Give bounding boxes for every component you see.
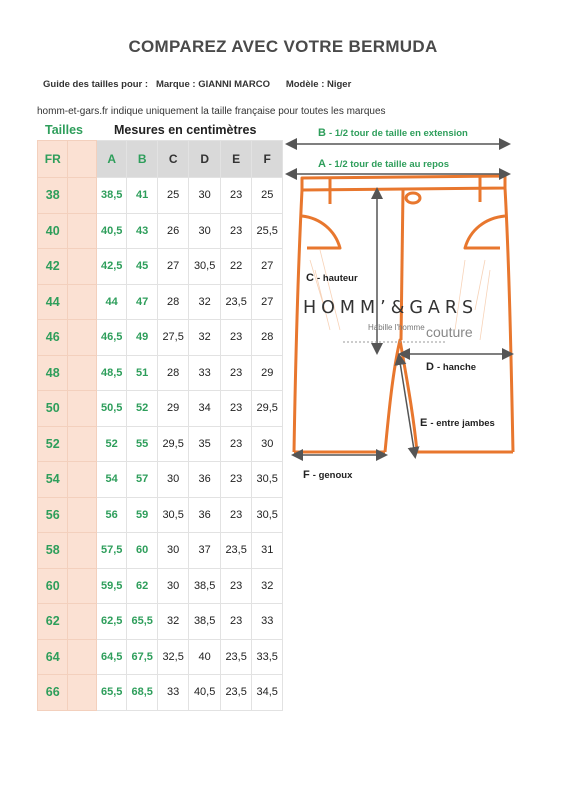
spacer-cell [68, 284, 96, 320]
brand-logo-text: HOMM’&GARS [303, 298, 479, 318]
measure-E-cell: 22 [220, 249, 252, 285]
measure-A-cell: 57,5 [96, 533, 126, 569]
size-fr-cell: 48 [38, 355, 68, 391]
size-guide-line [43, 79, 351, 90]
table-row [38, 213, 283, 249]
size-fr-cell: 42 [38, 249, 68, 285]
measure-D-cell: 37 [189, 533, 221, 569]
table-row [38, 284, 283, 320]
measure-F-cell: 30,5 [252, 497, 283, 533]
measure-E-cell: 23 [220, 213, 252, 249]
measure-A-cell: 46,5 [96, 320, 126, 356]
measure-C-cell: 32,5 [157, 639, 189, 675]
size-fr-cell: 56 [38, 497, 68, 533]
spacer-cell [68, 320, 96, 356]
measure-E-cell: 23 [220, 497, 252, 533]
measure-D-cell: 35 [189, 426, 221, 462]
measure-D-cell: 40,5 [189, 675, 221, 711]
measure-E-cell: 23 [220, 391, 252, 427]
guide-label: Guide des tailles pour : [43, 79, 149, 90]
measure-A-cell: 54 [96, 462, 126, 498]
table-row [38, 675, 283, 711]
label-F: F - genoux [303, 469, 353, 481]
measure-C-cell: 26 [157, 213, 189, 249]
measure-E-cell: 23 [220, 568, 252, 604]
measure-F-cell: 25 [252, 178, 283, 214]
measure-B-cell: 68,5 [127, 675, 157, 711]
table-row [38, 426, 283, 462]
measure-B-cell: 45 [127, 249, 157, 285]
spacer-cell [68, 213, 96, 249]
measure-E-cell: 23 [220, 355, 252, 391]
measure-E-cell: 23 [220, 320, 252, 356]
measure-E-cell: 23 [220, 178, 252, 214]
label-D: D - hanche [426, 361, 477, 373]
size-fr-cell: 66 [38, 675, 68, 711]
column-header: FR [38, 141, 68, 178]
measure-F-cell: 27 [252, 284, 283, 320]
spacer-cell [68, 675, 96, 711]
measure-A-cell: 59,5 [96, 568, 126, 604]
measure-B-cell: 67,5 [127, 639, 157, 675]
measure-A-cell: 52 [96, 426, 126, 462]
tailles-heading: Tailles [45, 123, 83, 137]
measure-F-cell: 30,5 [252, 462, 283, 498]
table-row [38, 462, 283, 498]
size-fr-cell: 54 [38, 462, 68, 498]
measure-B-cell: 60 [127, 533, 157, 569]
spacer-cell [68, 249, 96, 285]
measure-C-cell: 30,5 [157, 497, 189, 533]
measure-B-cell: 59 [127, 497, 157, 533]
measure-D-cell: 32 [189, 320, 221, 356]
column-header: F [252, 141, 283, 178]
measure-A-cell: 40,5 [96, 213, 126, 249]
measure-C-cell: 29,5 [157, 426, 189, 462]
measure-F-cell: 25,5 [252, 213, 283, 249]
measure-D-cell: 36 [189, 497, 221, 533]
label-A: A - 1/2 tour de taille au repos [318, 158, 449, 170]
measure-F-cell: 27 [252, 249, 283, 285]
brand-couture: couture [426, 324, 473, 340]
table-header-row [38, 141, 283, 178]
column-header [68, 141, 96, 178]
measure-D-cell: 30,5 [189, 249, 221, 285]
measure-F-cell: 32 [252, 568, 283, 604]
measure-F-cell: 33 [252, 604, 283, 640]
measure-B-cell: 65,5 [127, 604, 157, 640]
measure-C-cell: 29 [157, 391, 189, 427]
measure-C-cell: 25 [157, 178, 189, 214]
measure-F-cell: 30 [252, 426, 283, 462]
measure-B-cell: 43 [127, 213, 157, 249]
spacer-cell [68, 604, 96, 640]
measure-B-cell: 47 [127, 284, 157, 320]
measure-F-cell: 29,5 [252, 391, 283, 427]
measure-D-cell: 34 [189, 391, 221, 427]
size-fr-cell: 46 [38, 320, 68, 356]
measure-E-cell: 23,5 [220, 639, 252, 675]
spacer-cell [68, 178, 96, 214]
column-header: D [189, 141, 221, 178]
size-fr-cell: 50 [38, 391, 68, 427]
size-fr-cell: 60 [38, 568, 68, 604]
size-note: homm-et-gars.fr indique uniquement la taille française pour toutes les marques [37, 106, 386, 117]
measure-E-cell: 23,5 [220, 675, 252, 711]
measure-C-cell: 30 [157, 568, 189, 604]
arrow-E [399, 356, 415, 456]
size-fr-cell: 38 [38, 178, 68, 214]
table-row [38, 604, 283, 640]
measure-B-cell: 62 [127, 568, 157, 604]
measure-C-cell: 28 [157, 355, 189, 391]
measure-C-cell: 32 [157, 604, 189, 640]
column-header: B [127, 141, 157, 178]
measure-A-cell: 64,5 [96, 639, 126, 675]
measure-C-cell: 30 [157, 533, 189, 569]
measure-C-cell: 27 [157, 249, 189, 285]
table-row [38, 320, 283, 356]
table-row [38, 178, 283, 214]
table-row [38, 533, 283, 569]
column-header: A [96, 141, 126, 178]
measure-D-cell: 38,5 [189, 568, 221, 604]
measure-D-cell: 30 [189, 213, 221, 249]
spacer-cell [68, 568, 96, 604]
measure-A-cell: 65,5 [96, 675, 126, 711]
measure-F-cell: 28 [252, 320, 283, 356]
spacer-cell [68, 639, 96, 675]
size-fr-cell: 40 [38, 213, 68, 249]
table-row [38, 391, 283, 427]
measure-C-cell: 33 [157, 675, 189, 711]
size-fr-cell: 52 [38, 426, 68, 462]
spacer-cell [68, 462, 96, 498]
measure-F-cell: 29 [252, 355, 283, 391]
size-fr-cell: 44 [38, 284, 68, 320]
measure-D-cell: 33 [189, 355, 221, 391]
brand-tagline: Habille l'homme [368, 323, 425, 332]
measure-A-cell: 56 [96, 497, 126, 533]
model-label: Modèle : Niger [285, 79, 352, 90]
spacer-cell [68, 426, 96, 462]
measure-C-cell: 30 [157, 462, 189, 498]
measure-A-cell: 42,5 [96, 249, 126, 285]
label-E: E - entre jambes [420, 417, 495, 429]
measure-B-cell: 57 [127, 462, 157, 498]
measure-D-cell: 32 [189, 284, 221, 320]
measure-B-cell: 49 [127, 320, 157, 356]
measure-E-cell: 23 [220, 462, 252, 498]
measure-B-cell: 52 [127, 391, 157, 427]
size-fr-cell: 64 [38, 639, 68, 675]
label-C: C - hauteur [306, 272, 358, 284]
measure-C-cell: 27,5 [157, 320, 189, 356]
measure-F-cell: 31 [252, 533, 283, 569]
measure-D-cell: 36 [189, 462, 221, 498]
mesures-heading: Mesures en centimètres [114, 123, 257, 137]
column-header: E [220, 141, 252, 178]
measure-D-cell: 30 [189, 178, 221, 214]
table-row [38, 497, 283, 533]
measure-E-cell: 23 [220, 604, 252, 640]
spacer-cell [68, 355, 96, 391]
table-row [38, 568, 283, 604]
table-row [38, 355, 283, 391]
measure-E-cell: 23 [220, 426, 252, 462]
measure-D-cell: 38,5 [189, 604, 221, 640]
table-row [38, 249, 283, 285]
measure-C-cell: 28 [157, 284, 189, 320]
label-B: B - 1/2 tour de taille en extension [318, 127, 468, 139]
size-table [37, 140, 283, 711]
measure-B-cell: 51 [127, 355, 157, 391]
table-row [38, 639, 283, 675]
spacer-cell [68, 533, 96, 569]
page-title: COMPAREZ AVEC VOTRE BERMUDA [128, 37, 438, 56]
measure-A-cell: 50,5 [96, 391, 126, 427]
size-fr-cell: 58 [38, 533, 68, 569]
column-header: C [157, 141, 189, 178]
measure-A-cell: 48,5 [96, 355, 126, 391]
brand-label: Marque : GIANNI MARCO [155, 79, 270, 90]
spacer-cell [68, 497, 96, 533]
measure-A-cell: 62,5 [96, 604, 126, 640]
spacer-cell [68, 391, 96, 427]
size-fr-cell: 62 [38, 604, 68, 640]
measure-F-cell: 33,5 [252, 639, 283, 675]
measure-E-cell: 23,5 [220, 284, 252, 320]
measure-A-cell: 44 [96, 284, 126, 320]
measure-D-cell: 40 [189, 639, 221, 675]
measure-B-cell: 41 [127, 178, 157, 214]
measure-E-cell: 23,5 [220, 533, 252, 569]
measure-B-cell: 55 [127, 426, 157, 462]
measure-A-cell: 38,5 [96, 178, 126, 214]
measure-F-cell: 34,5 [252, 675, 283, 711]
